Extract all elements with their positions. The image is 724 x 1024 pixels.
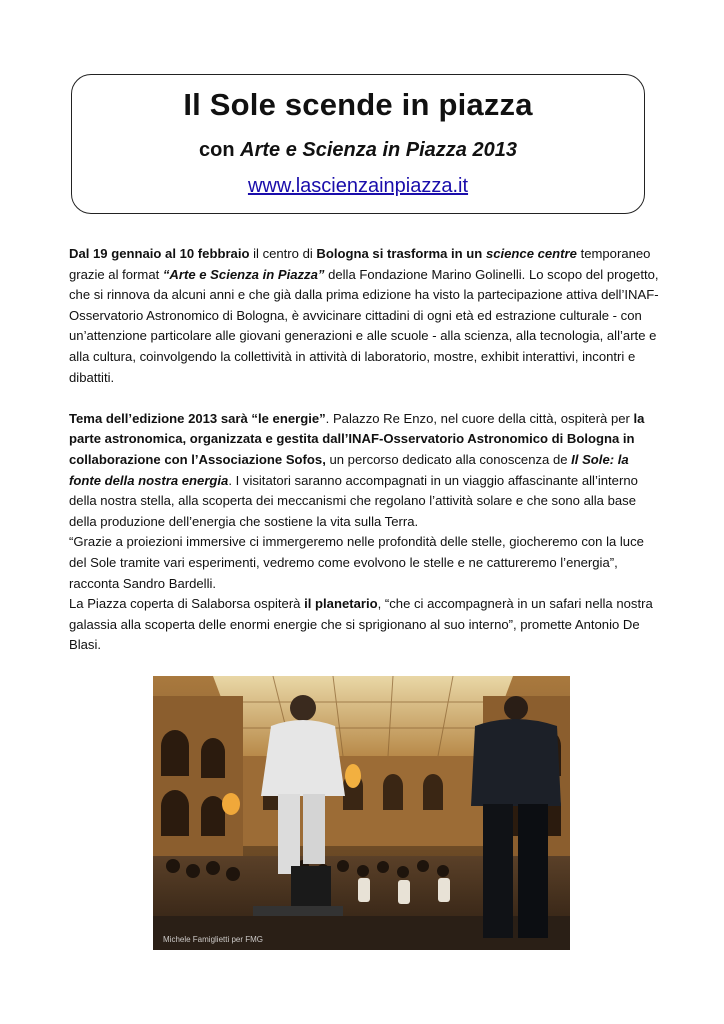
paragraph-quote-bardelli: “Grazie a proiezioni immersive ci immergeremo nelle profondità delle stelle, giocheremo con la luce del Sole tramite vari esperimenti, vedremo come evolvono le stelle e ne cattureremo l’energia”, racconta Sandro Bardelli. xyxy=(69,534,644,591)
intro-bologna: Bologna si trasforma in un xyxy=(316,246,486,261)
intro-text-3: della Fondazione Marino Golinelli. Lo scopo del progetto, che si rinnova da alcuni anni e che già dalla prima edizione ha visto la partecipazione attiva dell’INAF-Osservatorio Astronomico di Bologna, è avvicinare cittadini di ogni età ed estrazione culturale - con un’attenzione particolare alle giovani generazioni e alle scuole - alla scienza, alla tecnologia, all’arte e alla cultura, coinvolgendo la collettività in attività di laboratorio, mostre, exhibit interattivi, incontri e dibattiti. xyxy=(69,266,659,385)
paragraph-intro xyxy=(69,244,659,388)
title-box xyxy=(71,74,645,214)
intro-text-1: il centro di xyxy=(249,246,317,261)
subtitle-prefix: con xyxy=(199,139,241,161)
glass-roof xyxy=(213,676,513,756)
orange-lantern xyxy=(222,793,240,815)
orange-lantern xyxy=(345,764,361,788)
intro-text-2: temporaneo grazie al format xyxy=(69,246,651,282)
paragraph-theme xyxy=(69,409,659,533)
theme-text-2: un percorso dedicato alla conoscenza de xyxy=(325,451,572,467)
website-link[interactable]: www.lascienzainpiazza.it xyxy=(247,175,469,197)
event-photo xyxy=(153,676,570,950)
paragraph-planetarium xyxy=(69,594,659,656)
theme-organizers: la parte astronomica, organizzata e gestita dall’INAF-Osservatorio Astronomico di Bologna in collaborazione con l’Associazione Sofos, xyxy=(69,410,645,467)
theme-text-1: . Palazzo Re Enzo, nel cuore della città, ospiterà per xyxy=(325,410,634,426)
event-name: Arte e Scienza in Piazza 2013 xyxy=(240,139,517,161)
theme-title: Tema dell’edizione 2013 sarà “le energie” xyxy=(69,410,326,426)
photo-credit: Michele Famiglietti per FMG xyxy=(163,935,264,944)
intro-dates: Dal 19 gennaio al 10 febbraio xyxy=(69,246,250,261)
article-body xyxy=(69,244,659,656)
planetarium-text-1: La Piazza coperta di Salaborsa ospiterà xyxy=(69,596,305,612)
theme-exhibit-name: Il Sole: la fonte della nostra energia xyxy=(69,451,629,488)
planetarium-text-2: , “che ci accompagnerà in un safari nella nostra galassia alla scoperta delle enormi energie che si sprigionano al suo interno”, promette Antonio De Blasi. xyxy=(69,596,653,653)
theme-text-3: . I visitatori saranno accompagnati in un viaggio affascinante all’interno della nostra stella, alla scoperta dei meccanismi che regolano l’attività solare e che sono alla base della produzione dell’energia che sostiene la vita sulla Terra. xyxy=(69,472,638,529)
intro-science-centre: science centre xyxy=(485,246,577,261)
page-title: Il Sole scende in piazza xyxy=(183,87,533,122)
photo-illustration xyxy=(153,676,570,950)
subtitle xyxy=(72,139,644,162)
intro-format: “Arte e Scienza in Piazza” xyxy=(162,266,325,282)
planetarium-label: il planetario xyxy=(304,596,378,612)
